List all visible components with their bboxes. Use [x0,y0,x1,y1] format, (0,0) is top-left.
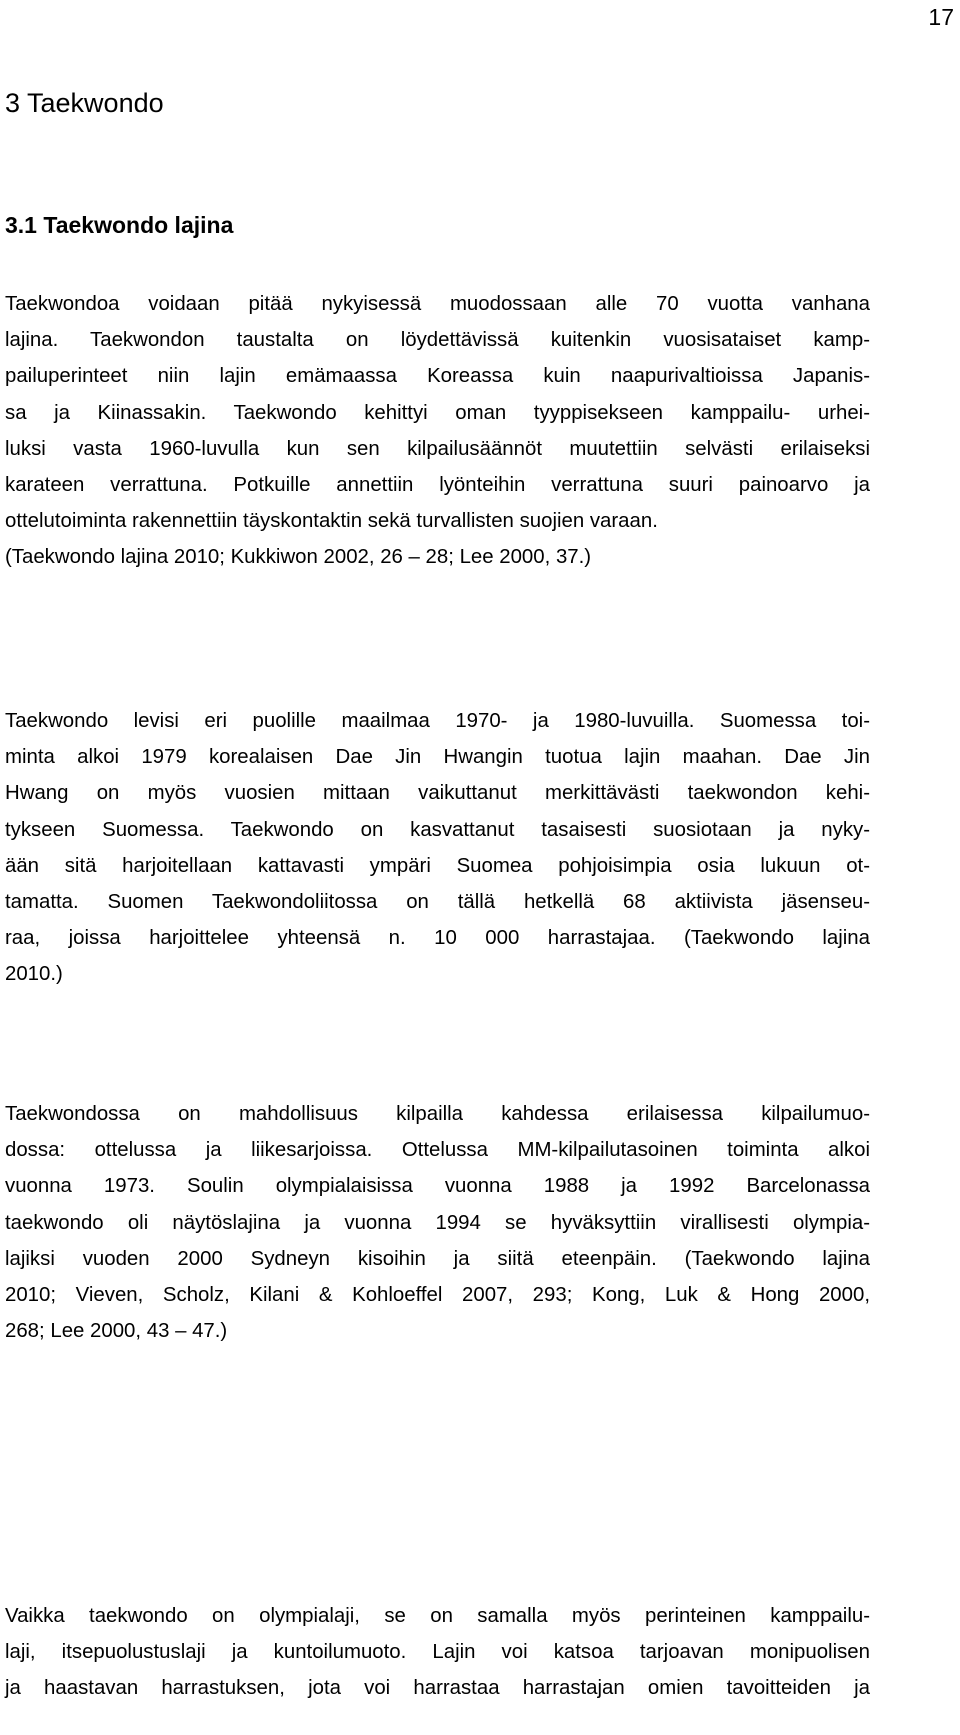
text-line: ja haastavan harrastuksen, jota voi harrastaa harrastajan omien tavoitteiden ja [5,1677,870,1700]
text-line: ottelutoiminta rakennettiin täyskontaktin sekä turvallisten suojien varaan. [5,510,658,533]
text-line: 268; Lee 2000, 43 – 47.) [5,1320,228,1343]
paragraph-2 [5,703,870,993]
text-line: raa, joissa harjoittelee yhteensä n. 10 000 harrastajaa. (Taekwondo lajina [5,927,870,950]
text-line: lajiksi vuoden 2000 Sydneyn kisoihin ja siitä eteenpäin. (Taekwondo lajina [5,1247,870,1270]
text-line: taekwondo oli näytöslajina ja vuonna 1994 se hyväksyttiin virallisesti olympia- [5,1211,870,1234]
text-line: tamatta. Suomen Taekwondoliitossa on tällä hetkellä 68 aktiivista jäsenseu- [5,891,870,914]
page-number: 17 [928,4,954,30]
text-line: lajina. Taekwondon taustalta on löydettävissä kuitenkin vuosisataiset kamp- [5,329,870,352]
text-line: ään sitä harjoitellaan kattavasti ympäri Suomea pohjoisimpia osia lukuun ot- [5,854,870,877]
text-line: sa ja Kiinassakin. Taekwondo kehittyi oman tyyppisekseen kamppailu- urhei- [5,401,870,424]
text-line: 2010.) [5,963,63,986]
text-line: Vaikka taekwondo on olympialaji, se on samalla myös perinteinen kamppailu- [5,1605,870,1627]
text-line: Taekwondossa on mahdollisuus kilpailla kahdessa erilaisessa kilpailumuo- [5,1103,870,1125]
text-line: Taekwondo levisi eri puolille maailmaa 1970- ja 1980-luvuilla. Suomessa toi- [5,710,870,732]
text-line: laji, itsepuolustuslaji ja kuntoilumuoto. Lajin voi katsoa tarjoavan monipuolisen [5,1641,870,1664]
section-heading: 3.1 Taekwondo lajina [5,212,234,238]
chapter-heading: 3 Taekwondo [5,88,164,118]
text-line: tykseen Suomessa. Taekwondo on kasvattanut tasaisesti suosiotaan ja nyky- [5,818,870,841]
paragraph-4 [5,1598,870,1707]
paragraph-3 [5,1096,870,1349]
text-line: karateen verrattuna. Potkuille annettiin lyönteihin verrattuna suuri painoarvo ja [5,474,870,497]
paragraph-1 [5,286,870,576]
text-line: Hwang on myös vuosien mittaan vaikuttanut merkittävästi taekwondon kehi- [5,782,870,805]
text-line: minta alkoi 1979 korealaisen Dae Jin Hwangin tuotua lajin maahan. Dae Jin [5,746,870,769]
text-line: vuonna 1973. Soulin olympialaisissa vuonna 1988 ja 1992 Barcelonassa [5,1175,870,1198]
text-line: luksi vasta 1960-luvulla kun sen kilpailusäännöt muutettiin selvästi erilaiseksi [5,437,870,460]
text-line: pailuperinteet niin lajin emämaassa Koreassa kuin naapurivaltioissa Japanis- [5,365,870,388]
text-line: 2010; Vieven, Scholz, Kilani & Kohloeffel 2007, 293; Kong, Luk & Hong 2000, [5,1284,870,1307]
text-line: dossa: ottelussa ja liikesarjoissa. Ottelussa MM-kilpailutasoinen toiminta alkoi [5,1139,870,1162]
text-line: Taekwondoa voidaan pitää nykyisessä muodossaan alle 70 vuotta vanhana [5,293,870,315]
text-line: (Taekwondo lajina 2010; Kukkiwon 2002, 26 – 28; Lee 2000, 37.) [5,546,592,569]
